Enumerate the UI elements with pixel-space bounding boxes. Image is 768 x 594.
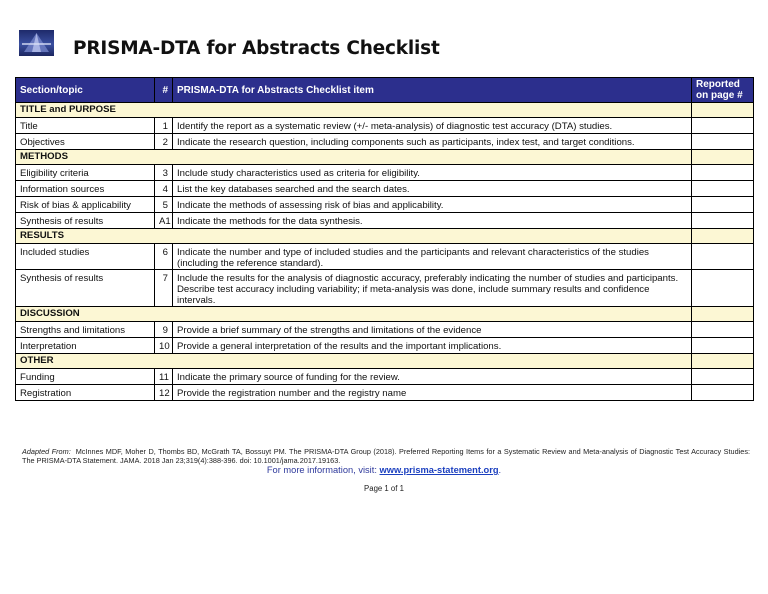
- topic-cell: Registration: [16, 385, 155, 401]
- number-cell: 2: [155, 134, 173, 150]
- reported-page-cell[interactable]: [692, 270, 754, 307]
- section-title: RESULTS: [16, 229, 692, 244]
- section-page-cell: [692, 354, 754, 369]
- item-cell: Indicate the number and type of included studies and the participants and relevant characteristics of the studies (including the reference standard).: [173, 244, 692, 270]
- topic-cell: Risk of bias & applicability: [16, 197, 155, 213]
- number-cell: 3: [155, 165, 173, 181]
- topic-cell: Synthesis of results: [16, 270, 155, 307]
- table-row: [16, 213, 754, 229]
- header-section-topic: Section/topic: [16, 78, 155, 103]
- reported-page-cell[interactable]: [692, 385, 754, 401]
- reported-page-cell[interactable]: [692, 165, 754, 181]
- reported-page-cell[interactable]: [692, 213, 754, 229]
- topic-cell: Strengths and limitations: [16, 322, 155, 338]
- section-title: OTHER: [16, 354, 692, 369]
- prisma-logo-icon: [19, 30, 54, 56]
- reported-page-cell[interactable]: [692, 181, 754, 197]
- section-title: DISCUSSION: [16, 307, 692, 322]
- page-title: PRISMA-DTA for Abstracts Checklist: [73, 38, 440, 59]
- checklist-table: [15, 77, 754, 401]
- section-title: TITLE and PURPOSE: [16, 103, 692, 118]
- table-row: [16, 270, 754, 307]
- header-reported-page: Reported on page #: [692, 78, 754, 103]
- item-cell: List the key databases searched and the search dates.: [173, 181, 692, 197]
- reported-page-cell[interactable]: [692, 118, 754, 134]
- table-row: [16, 369, 754, 385]
- topic-cell: Title: [16, 118, 155, 134]
- topic-cell: Included studies: [16, 244, 155, 270]
- item-cell: Provide a general interpretation of the results and the important implications.: [173, 338, 692, 354]
- item-cell: Indicate the methods for the data synthesis.: [173, 213, 692, 229]
- item-cell: Indicate the methods of assessing risk of bias and applicability.: [173, 197, 692, 213]
- number-cell: 5: [155, 197, 173, 213]
- item-cell: Provide a brief summary of the strengths and limitations of the evidence: [173, 322, 692, 338]
- topic-cell: Eligibility criteria: [16, 165, 155, 181]
- citation-text: McInnes MDF, Moher D, Thombs BD, McGrath TA, Bossuyt PM. The PRISMA-DTA Group (2018). Preferred Reporting Items for a Systematic Review and Meta-analysis of Diagnostic Test Accuracy Studies: The PRISMA-DTA Statement. JAMA. 2018 Jan 23;319(4):388-396. doi: 10.1001/jama.2017.19163.: [22, 447, 751, 465]
- table-row: [16, 338, 754, 354]
- page-number: Page 1 of 1: [364, 484, 404, 493]
- table-row: [16, 322, 754, 338]
- more-info: [0, 465, 768, 475]
- number-cell: 10: [155, 338, 173, 354]
- section-row: [16, 307, 754, 322]
- reported-page-cell[interactable]: [692, 338, 754, 354]
- more-info-text: For more information, visit:: [266, 465, 377, 475]
- topic-cell: Information sources: [16, 181, 155, 197]
- item-cell: Include the results for the analysis of diagnostic accuracy, preferably indicating the number of studies and participants. Describe test accuracy including variability; if meta-analysis was done, include summary results and confidence intervals.: [173, 270, 692, 307]
- more-info-suffix: .: [498, 465, 502, 475]
- item-cell: Indicate the primary source of funding for the review.: [173, 369, 692, 385]
- table-row: [16, 244, 754, 270]
- section-page-cell: [692, 150, 754, 165]
- number-cell: A1: [155, 213, 173, 229]
- reported-page-cell[interactable]: [692, 134, 754, 150]
- topic-cell: Funding: [16, 369, 155, 385]
- item-cell: Include study characteristics used as criteria for eligibility.: [173, 165, 692, 181]
- item-cell: Provide the registration number and the registry name: [173, 385, 692, 401]
- reported-page-cell[interactable]: [692, 244, 754, 270]
- section-page-cell: [692, 103, 754, 118]
- section-title: METHODS: [16, 150, 692, 165]
- item-cell: Indicate the research question, including components such as participants, index test, and target conditions.: [173, 134, 692, 150]
- table-row: [16, 385, 754, 401]
- number-cell: 4: [155, 181, 173, 197]
- section-page-cell: [692, 229, 754, 244]
- topic-cell: Interpretation: [16, 338, 155, 354]
- table-row: [16, 165, 754, 181]
- table-row: [16, 197, 754, 213]
- number-cell: 7: [155, 270, 173, 307]
- reported-page-cell[interactable]: [692, 369, 754, 385]
- section-row: [16, 150, 754, 165]
- section-row: [16, 354, 754, 369]
- table-row: [16, 134, 754, 150]
- section-page-cell: [692, 307, 754, 322]
- reported-page-cell[interactable]: [692, 197, 754, 213]
- number-cell: 6: [155, 244, 173, 270]
- table-row: [16, 181, 754, 197]
- section-row: [16, 229, 754, 244]
- number-cell: 9: [155, 322, 173, 338]
- number-cell: 12: [155, 385, 173, 401]
- table-header-row: [16, 78, 754, 103]
- header-checklist-item: PRISMA-DTA for Abstracts Checklist item: [173, 78, 692, 103]
- number-cell: 11: [155, 369, 173, 385]
- prisma-website-link[interactable]: www.prisma-statement.org: [379, 465, 499, 475]
- adapted-from-label: Adapted From:: [22, 447, 71, 456]
- table-row: [16, 118, 754, 134]
- citation: [22, 447, 750, 465]
- topic-cell: Synthesis of results: [16, 213, 155, 229]
- topic-cell: Objectives: [16, 134, 155, 150]
- header-number: #: [155, 78, 173, 103]
- number-cell: 1: [155, 118, 173, 134]
- item-cell: Identify the report as a systematic review (+/- meta-analysis) of diagnostic test accuracy (DTA) studies.: [173, 118, 692, 134]
- section-row: [16, 103, 754, 118]
- reported-page-cell[interactable]: [692, 322, 754, 338]
